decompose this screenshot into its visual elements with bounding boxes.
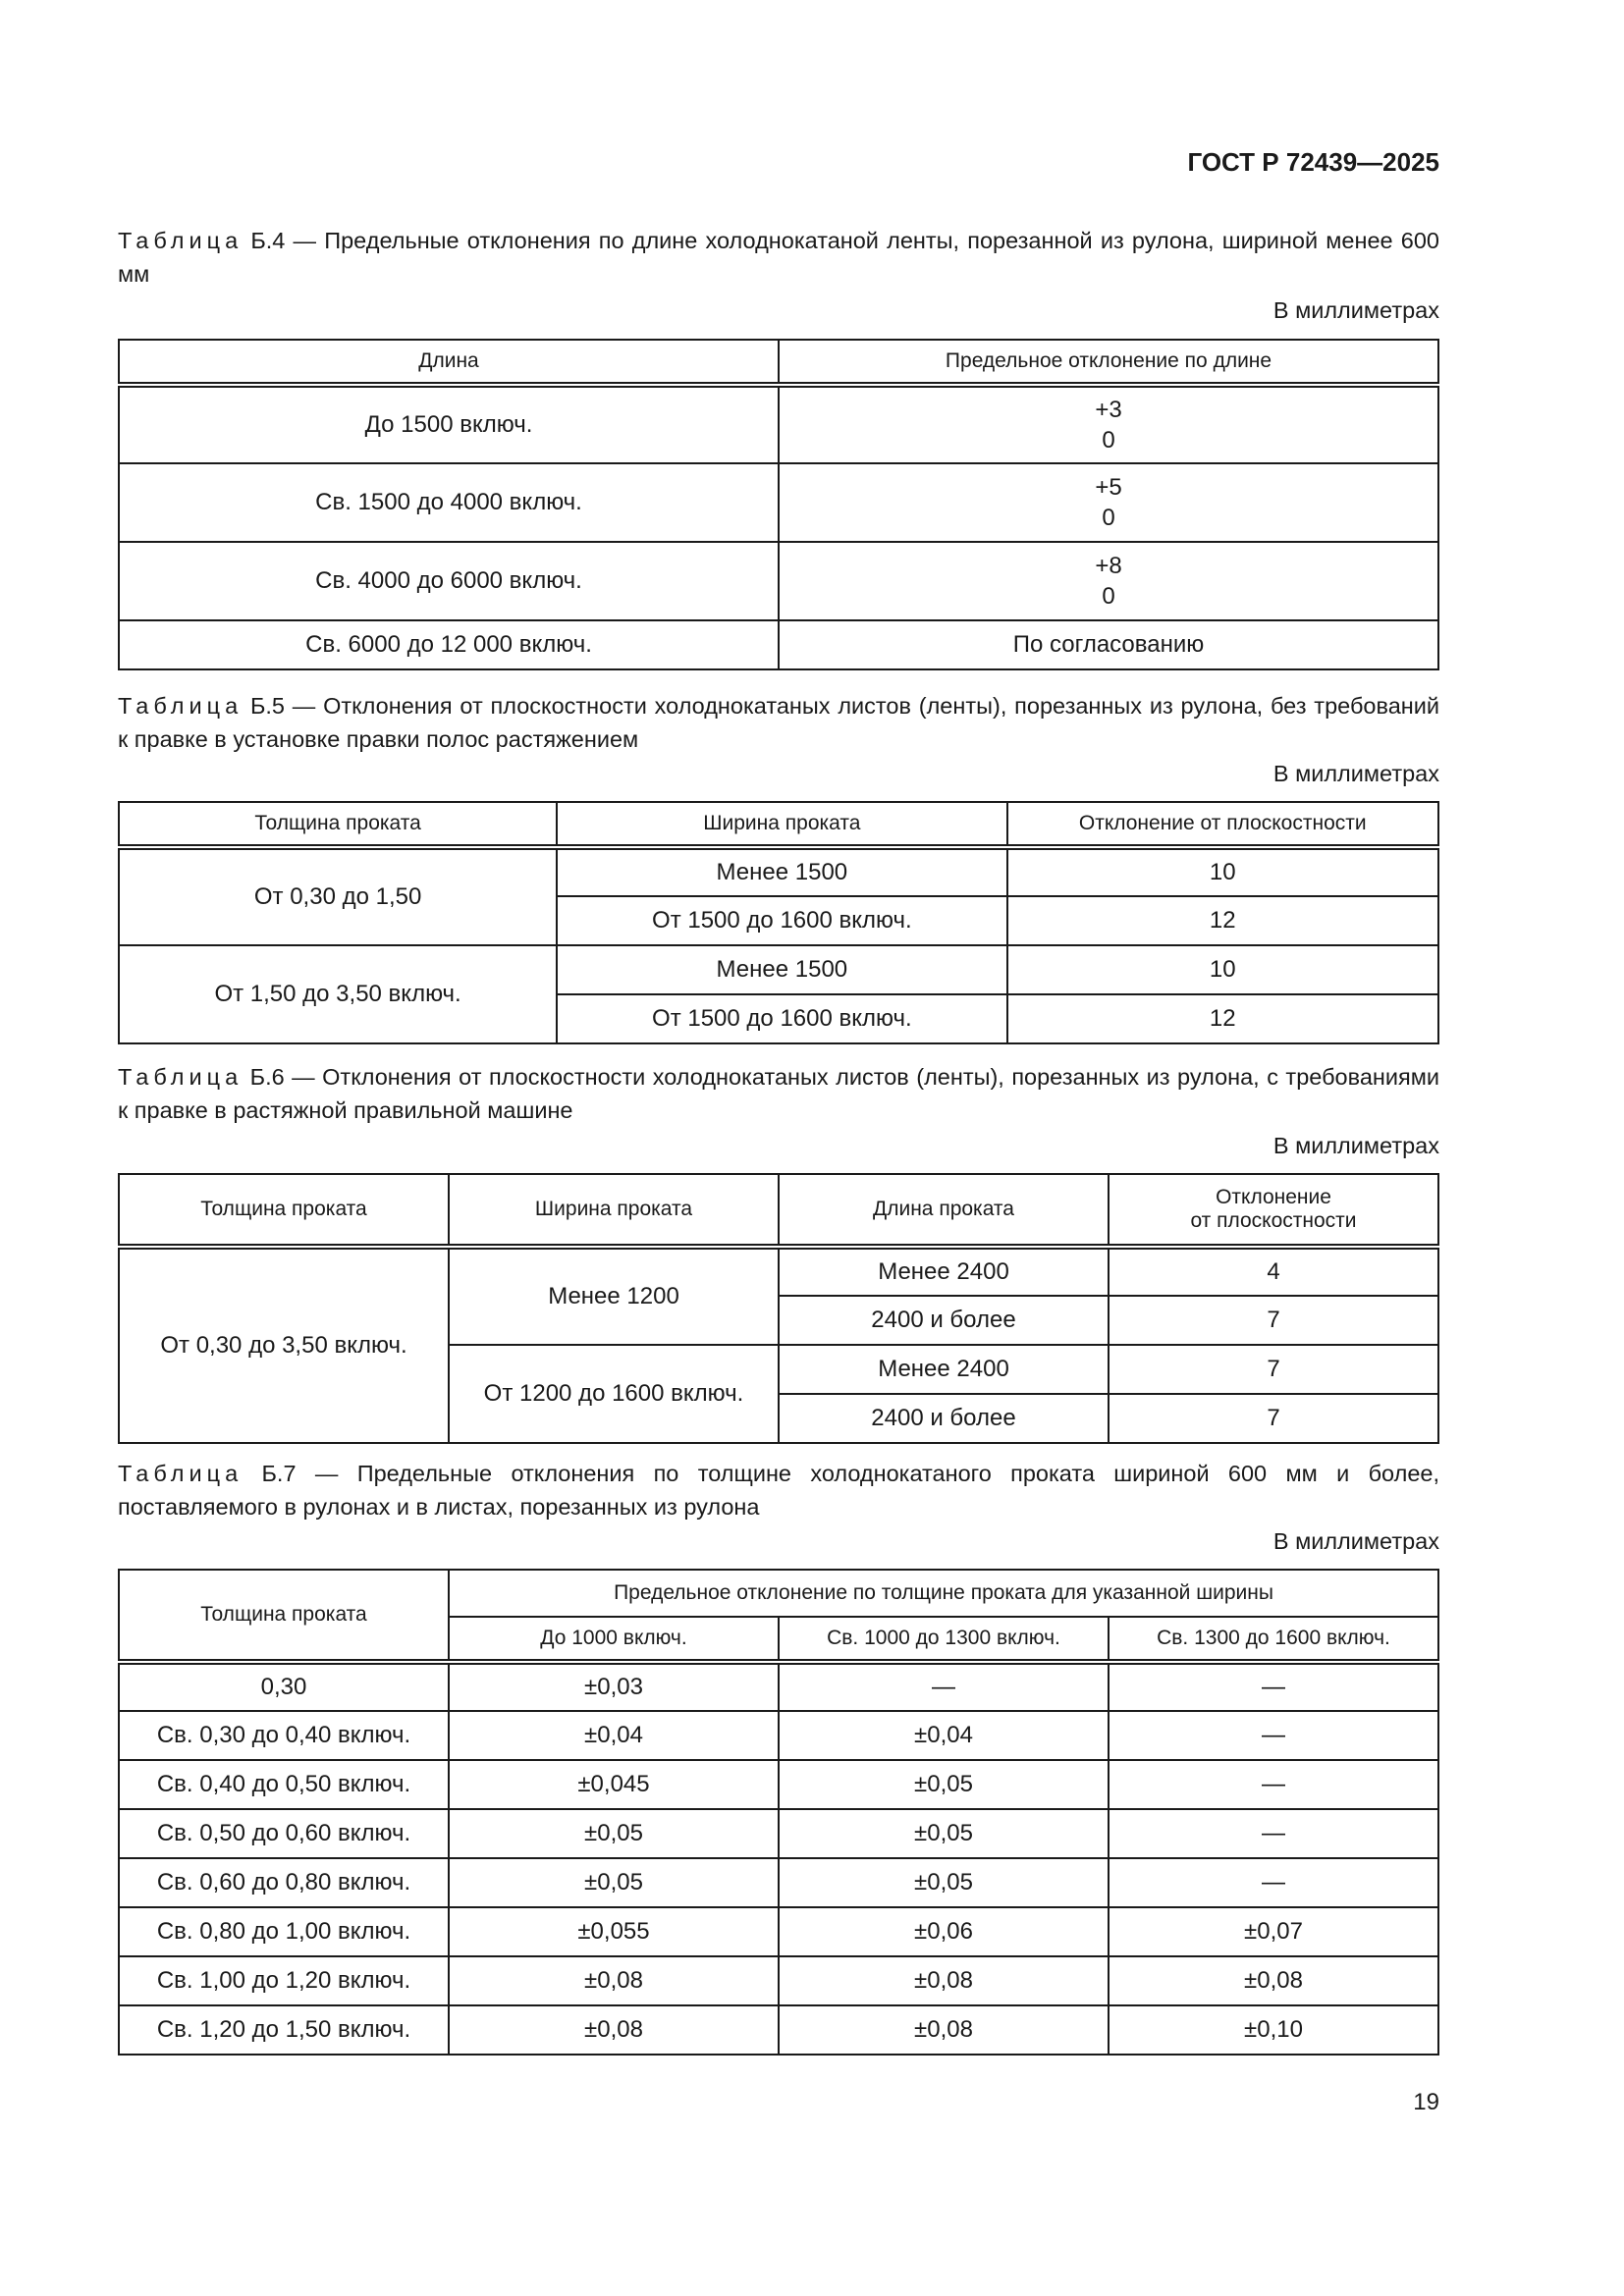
table-b7 <box>118 1569 1439 2056</box>
table-cell: До 1500 включ. <box>119 385 779 463</box>
upper-tolerance: +8 <box>1095 553 1122 579</box>
table-b5-header-thickness: Толщина проката <box>119 802 557 847</box>
table-b5-units: В миллиметрах <box>1272 761 1439 786</box>
table-row <box>119 847 1438 896</box>
table-cell: Св. 0,50 до 0,60 включ. <box>119 1809 449 1858</box>
table-cell: ±0,08 <box>449 2005 779 2055</box>
table-cell: ±0,045 <box>449 1760 779 1809</box>
document-code: ГОСТ Р 72439—2025 <box>1187 147 1439 177</box>
table-cell: Менее 2400 <box>779 1247 1109 1296</box>
header-line: от плоскостности <box>1190 1209 1357 1232</box>
table-row <box>119 1662 1438 1711</box>
table-cell: 7 <box>1109 1345 1438 1394</box>
table-b7-subheader: Св. 1300 до 1600 включ. <box>1109 1617 1438 1662</box>
header-line: Отклонение <box>1216 1186 1331 1208</box>
table-b4-header-deviation: Предельное отклонение по длине <box>779 340 1438 385</box>
lower-tolerance: 0 <box>1102 505 1115 531</box>
table-b5-header-deviation: Отклонение от плоскостности <box>1007 802 1439 847</box>
table-b6 <box>118 1173 1439 1444</box>
table-cell: Менее 1500 <box>557 945 1006 994</box>
table-b4-label: Таблица <box>118 228 244 253</box>
table-cell: ±0,05 <box>779 1858 1109 1907</box>
table-cell: Св. 6000 до 12 000 включ. <box>119 620 779 669</box>
table-row <box>119 2005 1438 2055</box>
table-b7-header-thickness: Толщина проката <box>119 1570 449 1662</box>
table-b4 <box>118 339 1439 670</box>
table-row <box>119 1907 1438 1956</box>
table-cell: Св. 0,80 до 1,00 включ. <box>119 1907 449 1956</box>
table-cell: От 1200 до 1600 включ. <box>449 1345 779 1443</box>
table-b6-caption <box>118 1060 1439 1127</box>
table-cell: — <box>1109 1662 1438 1711</box>
table-cell: 2400 и более <box>779 1394 1109 1443</box>
table-cell: 12 <box>1007 896 1439 945</box>
table-cell: ±0,05 <box>779 1809 1109 1858</box>
table-cell: ±0,04 <box>779 1711 1109 1760</box>
table-b4-caption <box>118 224 1439 291</box>
table-cell: — <box>779 1662 1109 1711</box>
table-b4-title: Б.4 — Предельные отклонения по длине холоднокатаной ленты, порезанной из рулона, шириной менее 600 мм <box>118 228 1440 287</box>
table-cell: Св. 0,40 до 0,50 включ. <box>119 1760 449 1809</box>
table-cell: ±0,08 <box>779 1956 1109 2005</box>
table-b7-caption <box>118 1457 1439 1523</box>
table-cell: Св. 0,60 до 0,80 включ. <box>119 1858 449 1907</box>
page-number: 19 <box>1413 2089 1439 2115</box>
table-b7-header-group: Предельное отклонение по толщине проката для указанной ширины <box>449 1570 1438 1617</box>
table-row <box>119 385 1438 463</box>
table-cell: ±0,08 <box>449 1956 779 2005</box>
table-b5-title: Б.5 — Отклонения от плоскостности холоднокатаных листов (ленты), порезанных из рулона, без требований к правке в установке правки полос растяжением <box>118 693 1439 752</box>
table-row <box>119 1858 1438 1907</box>
table-b6-header-width: Ширина проката <box>449 1174 779 1247</box>
table-row <box>119 1809 1438 1858</box>
table-b4-units: В миллиметрах <box>1272 297 1439 323</box>
table-row <box>119 1711 1438 1760</box>
table-row <box>119 542 1438 620</box>
table-b5-header-width: Ширина проката <box>557 802 1006 847</box>
table-cell: Менее 1200 <box>449 1247 779 1345</box>
table-row <box>119 1956 1438 2005</box>
table-cell: Св. 0,30 до 0,40 включ. <box>119 1711 449 1760</box>
table-cell: Св. 1,20 до 1,50 включ. <box>119 2005 449 2055</box>
table-cell: Св. 1,00 до 1,20 включ. <box>119 1956 449 2005</box>
table-cell: ±0,08 <box>1109 1956 1438 2005</box>
table-b6-title: Б.6 — Отклонения от плоскостности холоднокатаных листов (ленты), порезанных из рулона, с требованиями к правке в растяжной правильной машине <box>118 1064 1439 1123</box>
table-row <box>119 620 1438 669</box>
upper-tolerance: +3 <box>1095 397 1122 423</box>
table-cell: ±0,03 <box>449 1662 779 1711</box>
table-row <box>119 1247 1438 1296</box>
table-cell: ±0,05 <box>779 1760 1109 1809</box>
tolerance-cell <box>779 385 1438 463</box>
upper-tolerance: +5 <box>1095 474 1122 501</box>
table-row <box>119 463 1438 542</box>
table-cell: — <box>1109 1809 1438 1858</box>
table-cell: От 1500 до 1600 включ. <box>557 896 1006 945</box>
table-b6-header-length: Длина проката <box>779 1174 1109 1247</box>
lower-tolerance: 0 <box>1102 583 1115 610</box>
table-b4-header-length: Длина <box>119 340 779 385</box>
table-cell: ±0,05 <box>449 1809 779 1858</box>
table-b7-subheader: Св. 1000 до 1300 включ. <box>779 1617 1109 1662</box>
table-b7-label: Таблица <box>118 1461 244 1486</box>
tolerance-cell <box>779 542 1438 620</box>
table-cell: 2400 и более <box>779 1296 1109 1345</box>
table-cell: — <box>1109 1858 1438 1907</box>
table-cell: От 0,30 до 1,50 <box>119 847 557 945</box>
table-cell: 4 <box>1109 1247 1438 1296</box>
table-cell: 0,30 <box>119 1662 449 1711</box>
table-cell: Менее 2400 <box>779 1345 1109 1394</box>
table-cell: ±0,055 <box>449 1907 779 1956</box>
table-b7-title: Б.7 — Предельные отклонения по толщине холоднокатаного проката шириной 600 мм и более, поставляемого в рулонах и в листах, порезанных из рулона <box>118 1461 1439 1520</box>
table-cell: — <box>1109 1711 1438 1760</box>
table-b5 <box>118 801 1439 1044</box>
table-cell: ±0,04 <box>449 1711 779 1760</box>
table-cell: — <box>1109 1760 1438 1809</box>
table-cell: Менее 1500 <box>557 847 1006 896</box>
table-cell: По согласованию <box>779 620 1438 669</box>
lower-tolerance: 0 <box>1102 427 1115 454</box>
table-cell: ±0,10 <box>1109 2005 1438 2055</box>
table-cell: 7 <box>1109 1296 1438 1345</box>
table-cell: ±0,08 <box>779 2005 1109 2055</box>
table-cell: ±0,07 <box>1109 1907 1438 1956</box>
table-b6-units: В миллиметрах <box>1272 1133 1439 1158</box>
table-row <box>119 945 1438 994</box>
table-cell: Св. 4000 до 6000 включ. <box>119 542 779 620</box>
table-b6-header-thickness: Толщина проката <box>119 1174 449 1247</box>
table-b5-caption <box>118 689 1439 756</box>
table-row <box>119 1760 1438 1809</box>
table-b7-subheader: До 1000 включ. <box>449 1617 779 1662</box>
table-cell: От 1500 до 1600 включ. <box>557 994 1006 1043</box>
table-cell: 10 <box>1007 847 1439 896</box>
table-cell: От 0,30 до 3,50 включ. <box>119 1247 449 1443</box>
table-b6-header-deviation <box>1109 1174 1438 1247</box>
table-cell: 7 <box>1109 1394 1438 1443</box>
table-b7-units: В миллиметрах <box>1272 1528 1439 1554</box>
table-cell: ±0,05 <box>449 1858 779 1907</box>
table-b5-label: Таблица <box>118 693 244 719</box>
table-cell: От 1,50 до 3,50 включ. <box>119 945 557 1043</box>
table-cell: 12 <box>1007 994 1439 1043</box>
table-b6-label: Таблица <box>118 1064 244 1090</box>
tolerance-cell <box>779 463 1438 542</box>
table-cell: 10 <box>1007 945 1439 994</box>
table-cell: Св. 1500 до 4000 включ. <box>119 463 779 542</box>
table-cell: ±0,06 <box>779 1907 1109 1956</box>
